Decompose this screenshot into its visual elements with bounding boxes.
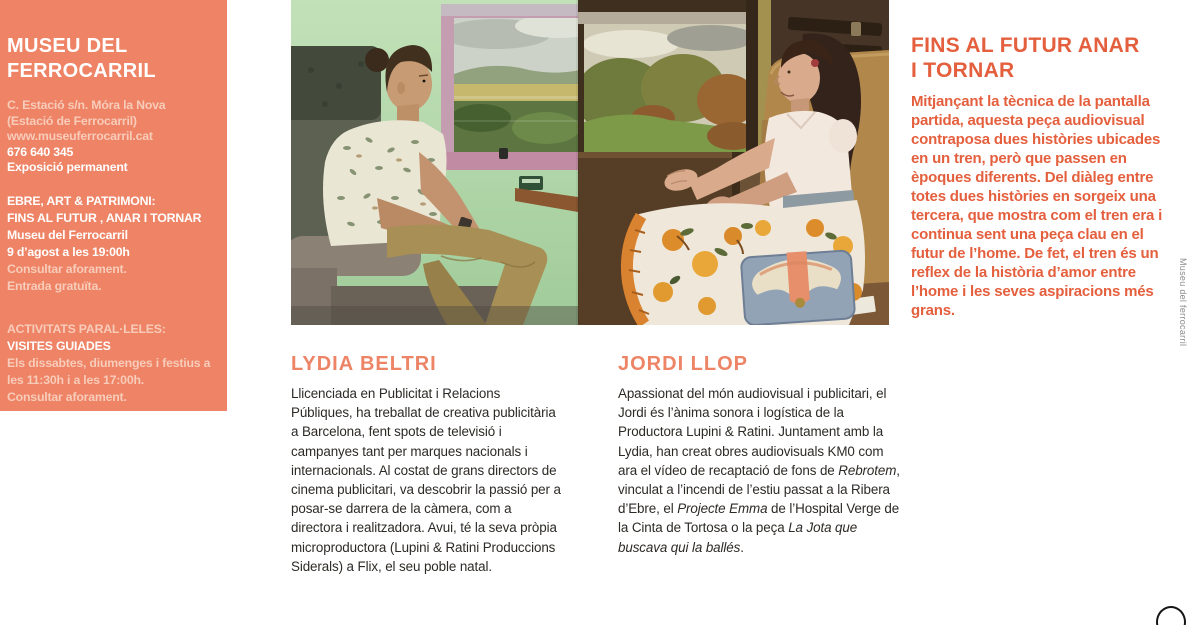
tours-schedule: Els dissabtes, diumenges i festius a les 11:30h i a les 17:00h. — [7, 355, 211, 387]
exhibition-photo — [291, 0, 889, 325]
event-title: FINS AL FUTUR , ANAR I TORNAR — [7, 210, 202, 225]
person-bio-lydia: Llicenciada en Publicitat i Relacions Públiques, ha treballat de creativa publicitària a Barcelona, fent spots de televisió i campanyes tant per marques nacionals i internacionals. Al costat de grans directors de cinema publicitari, va descobrir la passió per a posar-se darrera de la càmera, com a directora i realitzadora. Avui, té la seva pròpia microproductora (Lupini & Ratini Produccions Siderals) a Flix, el seu poble natal. — [291, 386, 561, 574]
event-details — [7, 193, 219, 295]
event-free-entry-note: Entrada gratuïta. — [7, 278, 102, 293]
right-train-window — [575, 0, 759, 160]
person-bio-jordi: Apassionat del món audiovisual i publicitari, el Jordi és l’ànima sonora i logística de la Productora Lupini & Ratini. Juntament amb la Lydia, han creat obres audiovisuals KM0 com ara el vídeo de recaptació de fons de Rebrotem, vinculat a l’incendi de l’estiu passat a la Ribera d’Ebre, el Projecte Emma de l’Hospital Verge de la Cinta de Tortosa o la peça La Jota que buscava qui la ballés. — [618, 386, 900, 555]
permanent-exhibition-label: Exposició permanent — [7, 160, 128, 175]
person-name-lydia: LYDIA BELTRI — [291, 353, 437, 375]
exhibition-title-line1: FINS AL FUTUR ANAR — [911, 34, 1140, 57]
split-seam — [576, 0, 579, 325]
logo-circle-mark — [1156, 606, 1186, 625]
venue-phone: 676 640 345 — [7, 144, 74, 159]
exhibition-title-line2: I TORNAR — [911, 59, 1015, 82]
exhibition-title — [911, 33, 1179, 83]
venue-title-line1: MUSEU DEL — [7, 35, 128, 57]
work-title: La Jota que buscava qui la ballés — [618, 520, 858, 555]
person-section-lydia — [291, 352, 563, 576]
event-venue: Museu del Ferrocarril — [7, 227, 128, 242]
work-title: Projecte Emma — [677, 501, 768, 517]
event-kicker: EBRE, ART & PATRIMONI: — [7, 193, 156, 208]
exhibition-intro-section — [911, 33, 1179, 320]
handbag — [741, 248, 856, 325]
venue-address-line2: (Estació de Ferrocarril) — [7, 113, 137, 128]
person-section-jordi — [618, 352, 900, 557]
venue-title-line2: FERROCARRIL — [7, 60, 156, 82]
event-capacity-note: Consultar aforament. — [7, 261, 127, 276]
work-title: Rebrotem — [838, 462, 897, 478]
venue-website: www.museuferrocarril.cat — [7, 129, 153, 144]
person-name-jordi: JORDI LLOP — [618, 353, 749, 375]
venue-contact — [7, 98, 219, 176]
left-scene-modern-train — [291, 0, 603, 325]
activities-label: ACTIVITATS PARAL·LELES: — [7, 321, 166, 336]
venue-info-panel — [0, 0, 227, 411]
venue-address-line1: C. Estació s/n. Móra la Nova — [7, 98, 166, 112]
parallel-activities — [7, 321, 219, 406]
guided-tours-title: VISITES GUIADES — [7, 338, 111, 353]
tours-capacity-note: Consultar aforament. — [7, 389, 127, 404]
right-scene-vintage-train — [575, 0, 889, 325]
venue-title — [7, 34, 219, 84]
photo-credit-vertical: Museu del ferrocarril — [1178, 258, 1188, 347]
event-datetime: 9 d’agost a les 19:00h — [7, 244, 130, 259]
exhibition-description: Mitjançant la tècnica de la pantalla partida, aquesta peça audiovisual contraposa dues històries ubicades en un tren, però que passen en èpoques diferents. Del diàleg entre totes dues històries en sorgeix una tercera, que mostra com el tren era i continua sent una peça clau en el futur de l’home. De fet, el tren és un reflex de la història d’amor entre l’home i les seves aspiracions més grans. — [911, 93, 1163, 319]
